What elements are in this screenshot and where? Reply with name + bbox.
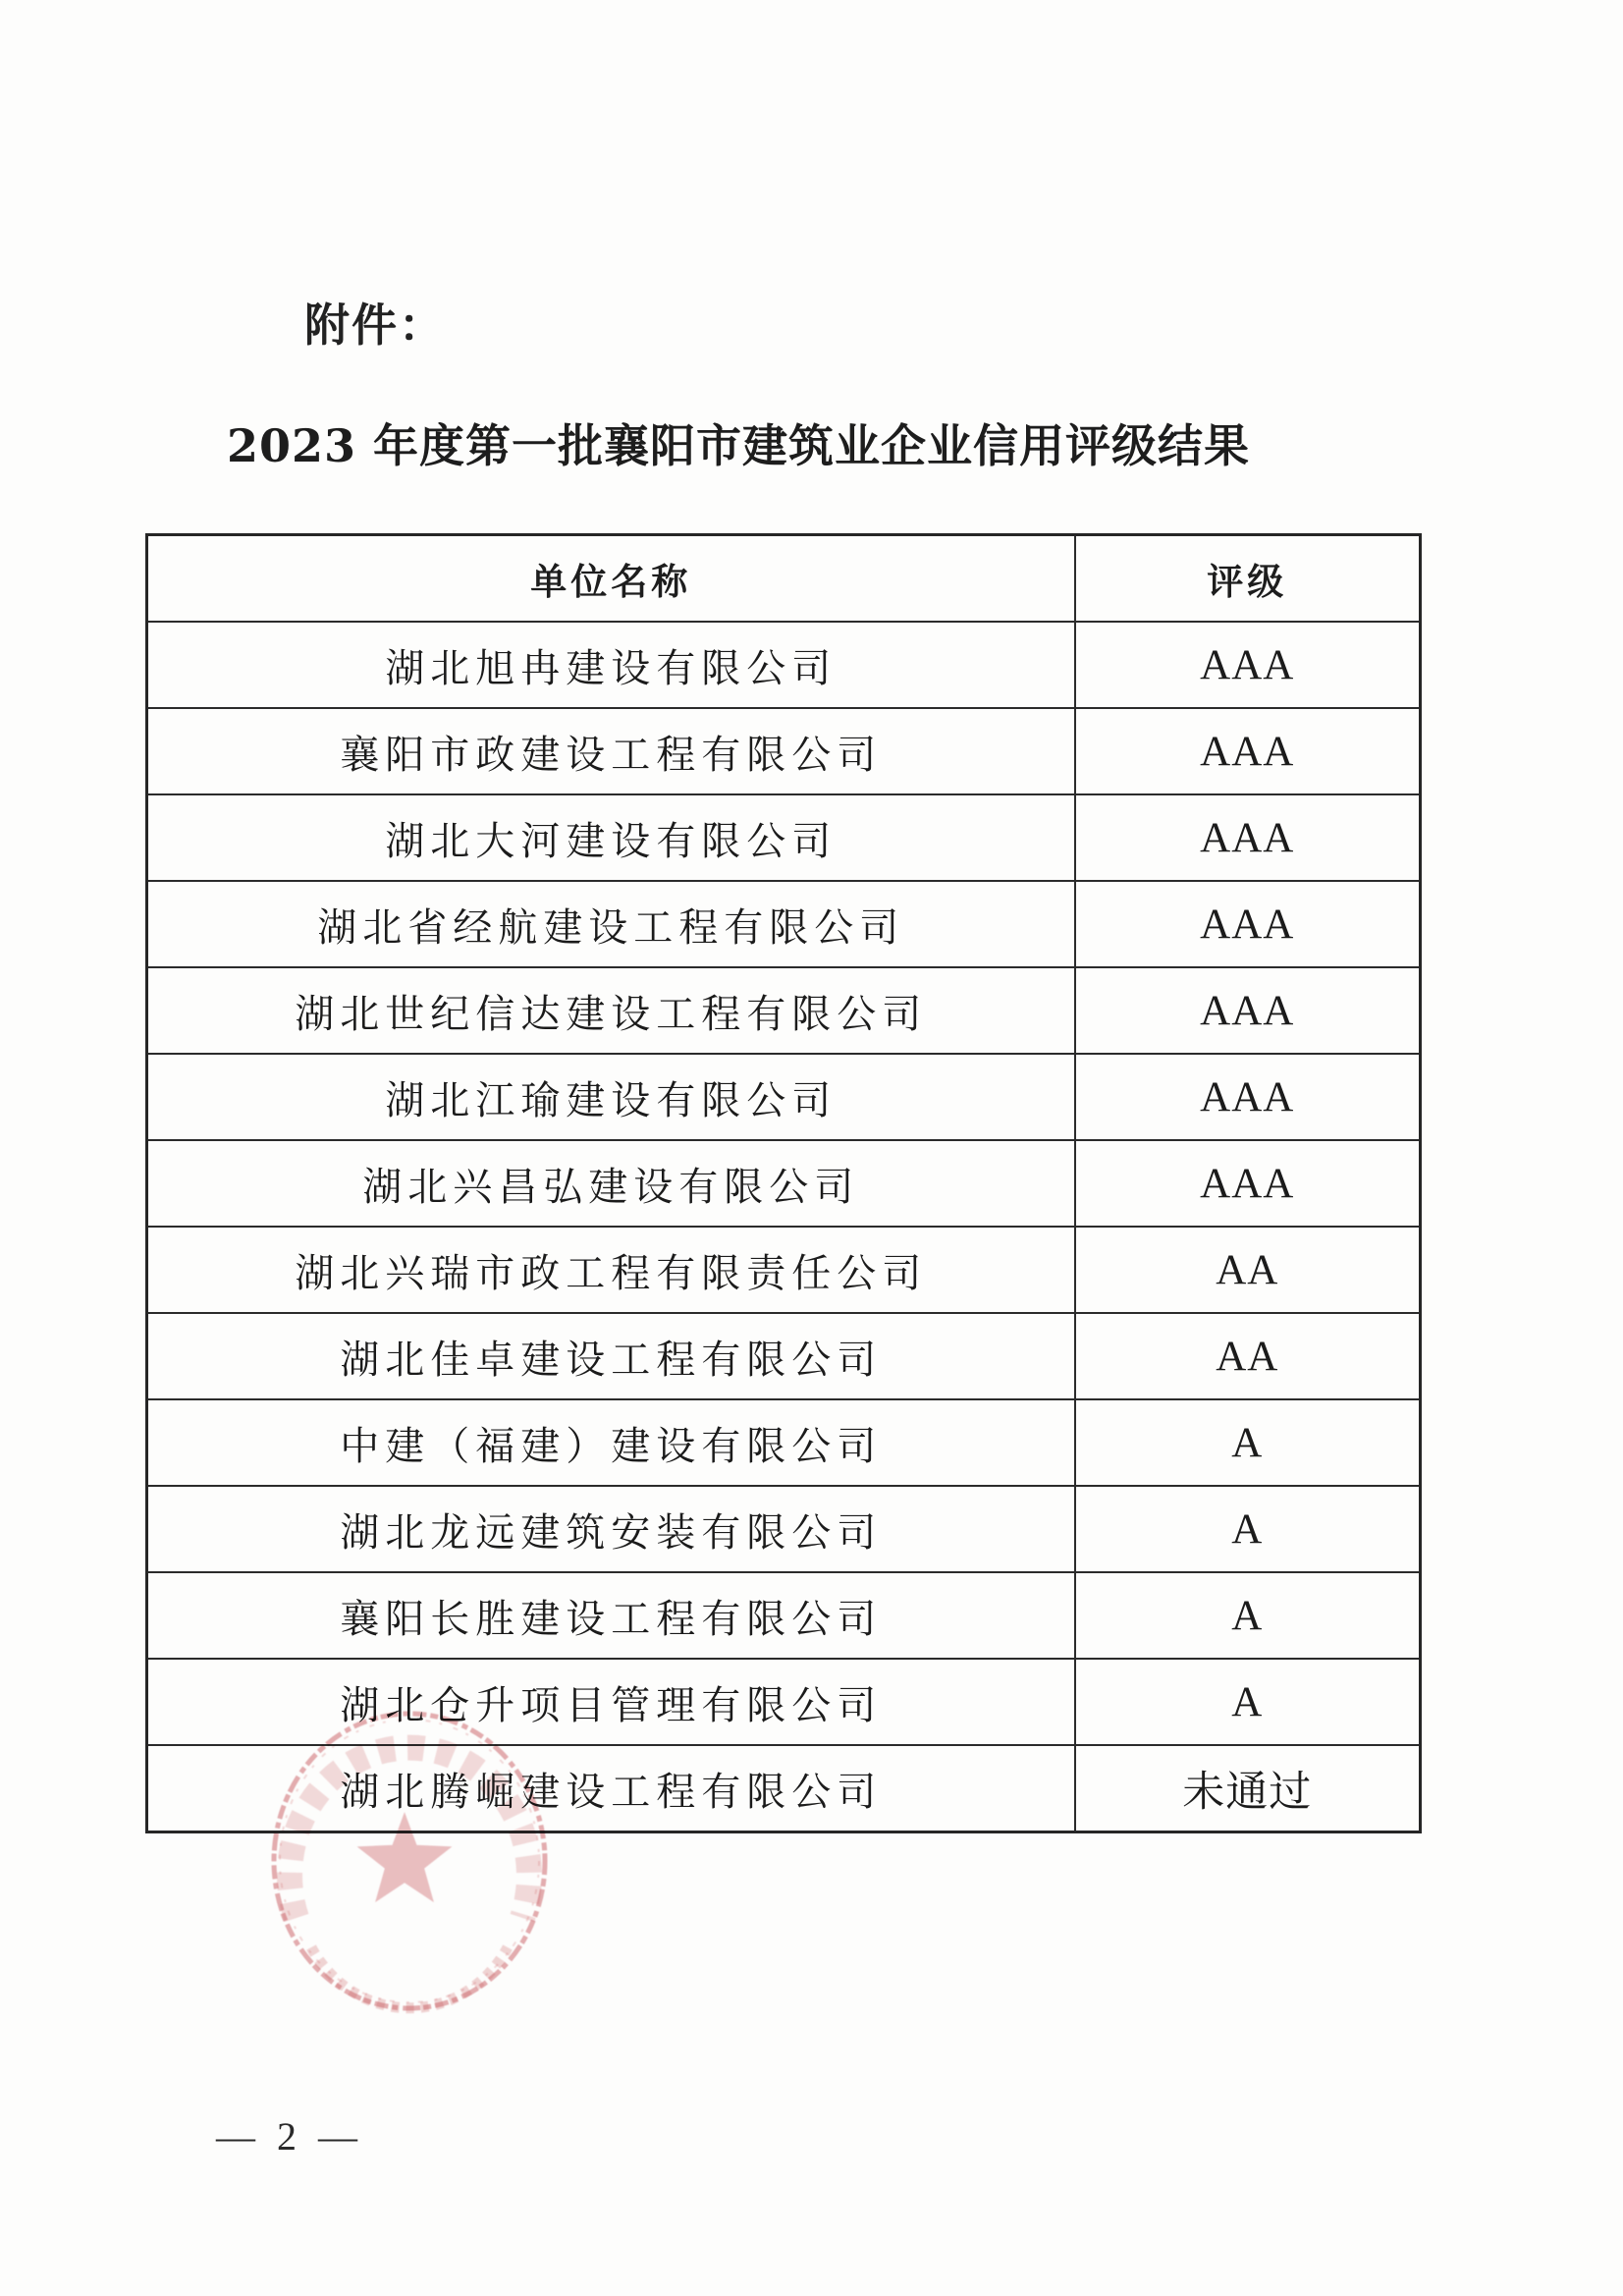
table-row xyxy=(147,794,1421,881)
company-name-cell: 湖北仓升项目管理有限公司 xyxy=(147,1659,1075,1745)
table-header-row xyxy=(147,535,1421,623)
document-title: 2023 年度第一批襄阳市建筑业企业信用评级结果 xyxy=(226,419,1251,472)
table-row xyxy=(147,708,1421,794)
table-row xyxy=(147,1745,1421,1832)
company-name-cell: 湖北旭冉建设有限公司 xyxy=(147,622,1075,708)
rating-cell: AAA xyxy=(1075,1054,1421,1140)
rating-cell: AAA xyxy=(1075,1140,1421,1227)
table-row xyxy=(147,1659,1421,1745)
company-name-cell: 湖北龙远建筑安装有限公司 xyxy=(147,1486,1075,1572)
rating-cell: A xyxy=(1075,1486,1421,1572)
header-cell-rating: 评级 xyxy=(1075,535,1421,623)
table-row xyxy=(147,1054,1421,1140)
company-name-cell: 湖北省经航建设工程有限公司 xyxy=(147,881,1075,967)
table-row xyxy=(147,1227,1421,1313)
company-name-cell: 湖北江瑜建设有限公司 xyxy=(147,1054,1075,1140)
table-row xyxy=(147,1486,1421,1572)
rating-cell: A xyxy=(1075,1572,1421,1659)
rating-cell: AAA xyxy=(1075,881,1421,967)
rating-cell: A xyxy=(1075,1399,1421,1486)
rating-cell: AA xyxy=(1075,1313,1421,1399)
page-number: — 2 — xyxy=(216,2114,363,2159)
table-row xyxy=(147,1572,1421,1659)
table-row xyxy=(147,881,1421,967)
company-name-cell: 襄阳长胜建设工程有限公司 xyxy=(147,1572,1075,1659)
company-name-cell: 湖北大河建设有限公司 xyxy=(147,794,1075,881)
rating-cell: A xyxy=(1075,1659,1421,1745)
company-name-cell: 湖北兴瑞市政工程有限责任公司 xyxy=(147,1227,1075,1313)
rating-cell: AAA xyxy=(1075,967,1421,1054)
company-name-cell: 湖北世纪信达建设工程有限公司 xyxy=(147,967,1075,1054)
company-name-cell: 湖北腾崛建设工程有限公司 xyxy=(147,1745,1075,1832)
rating-cell: AAA xyxy=(1075,622,1421,708)
company-name-cell: 湖北佳卓建设工程有限公司 xyxy=(147,1313,1075,1399)
attachment-label: 附件： xyxy=(304,299,446,352)
company-name-cell: 湖北兴昌弘建设有限公司 xyxy=(147,1140,1075,1227)
company-name-cell: 襄阳市政建设工程有限公司 xyxy=(147,708,1075,794)
rating-cell: AA xyxy=(1075,1227,1421,1313)
ratings-table xyxy=(145,533,1422,1833)
table-row xyxy=(147,1313,1421,1399)
rating-cell: 未通过 xyxy=(1075,1745,1421,1832)
table-row xyxy=(147,967,1421,1054)
header-cell-company-name: 单位名称 xyxy=(147,535,1075,623)
table-row xyxy=(147,1399,1421,1486)
table-row xyxy=(147,1140,1421,1227)
rating-cell: AAA xyxy=(1075,794,1421,881)
rating-cell: AAA xyxy=(1075,708,1421,794)
company-name-cell: 中建（福建）建设有限公司 xyxy=(147,1399,1075,1486)
table-row xyxy=(147,622,1421,708)
